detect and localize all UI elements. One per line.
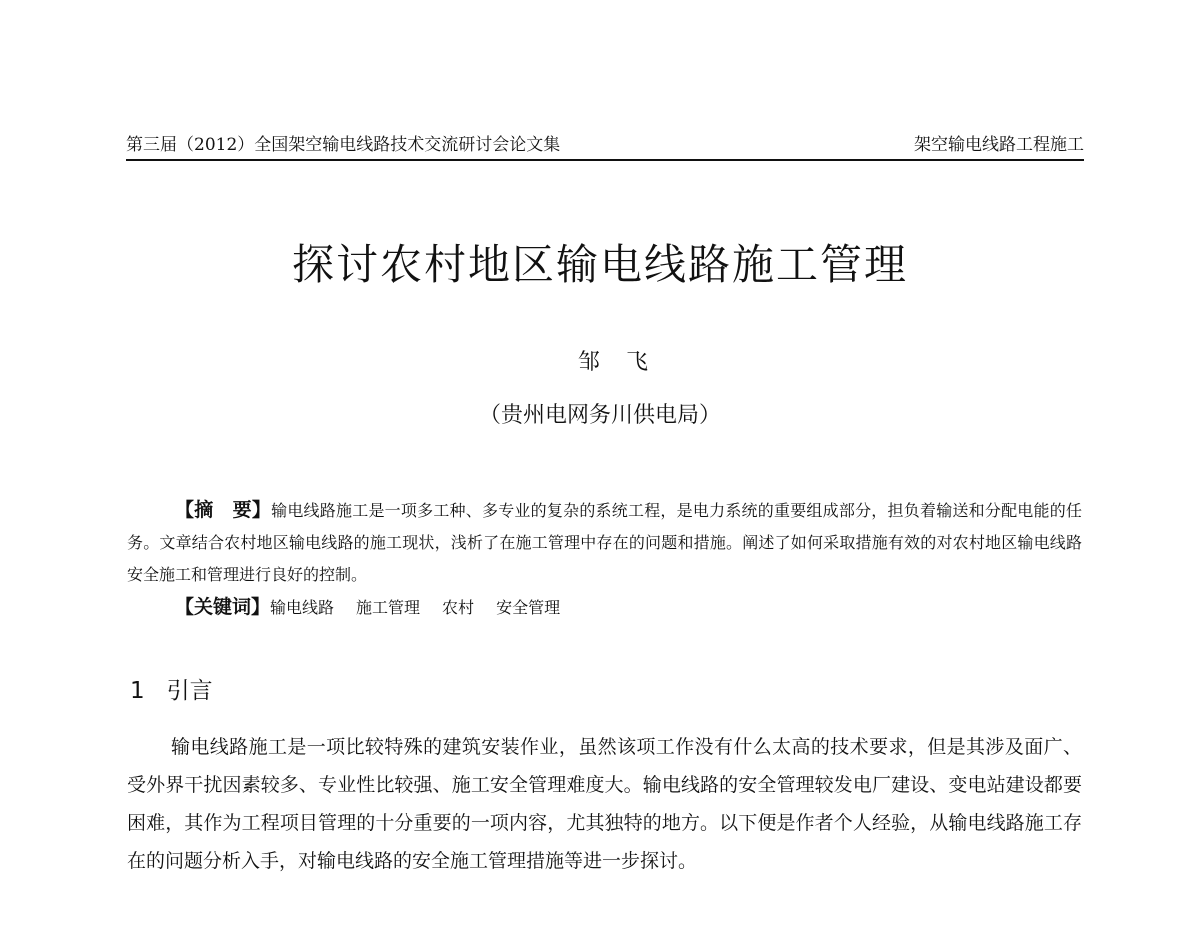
section-heading — [130, 672, 213, 705]
abstract-paragraph — [127, 494, 1082, 591]
author-affiliation: （贵州电网务川供电局） — [478, 403, 721, 428]
running-header — [126, 130, 1084, 161]
abstract-label: 【摘 要】 — [175, 499, 272, 521]
keywords-line — [127, 591, 1082, 624]
section-title: 引言 — [166, 678, 213, 704]
paper-title: 探讨农村地区输电线路施工管理 — [291, 240, 908, 289]
keyword: 农村 — [442, 598, 475, 617]
keyword: 输电线路 — [270, 598, 335, 617]
keywords-label: 【关键词】 — [175, 596, 271, 618]
abstract-text: 输电线路施工是一项多工种、多专业的复杂的系统工程，是电力系统的重要组成部分，担负着输送和分配电能的任务。文章结合农村地区输电线路的施工现状，浅析了在施工管理中存在的问题和措施。阐述了如何采取措施有效的对农村地区输电线路安全施工和管理进行良好的控制。 — [127, 501, 1082, 584]
abstract-block — [127, 494, 1082, 624]
author-name: 邹飞 — [577, 350, 674, 375]
header-section-title: 架空输电线路工程施工 — [914, 135, 1084, 155]
header-proceedings-title: 第三届（2012）全国架空输电线路技术交流研讨会论文集 — [126, 135, 561, 155]
keyword: 施工管理 — [356, 598, 421, 617]
keyword: 安全管理 — [496, 598, 561, 617]
body-paragraph: 输电线路施工是一项比较特殊的建筑安装作业，虽然该项工作没有什么太高的技术要求，但是其涉及面广、受外界干扰因素较多、专业性比较强、施工安全管理难度大。输电线路的安全管理较发电厂建设、变电站建设都要困难，其作为工程项目管理的十分重要的一项内容，尤其独特的地方。以下便是作者个人经验，从输电线路施工存在的问题分析入手，对输电线路的安全施工管理措施等进一步探讨。 — [127, 736, 1082, 872]
section-number: 1 — [130, 678, 145, 704]
